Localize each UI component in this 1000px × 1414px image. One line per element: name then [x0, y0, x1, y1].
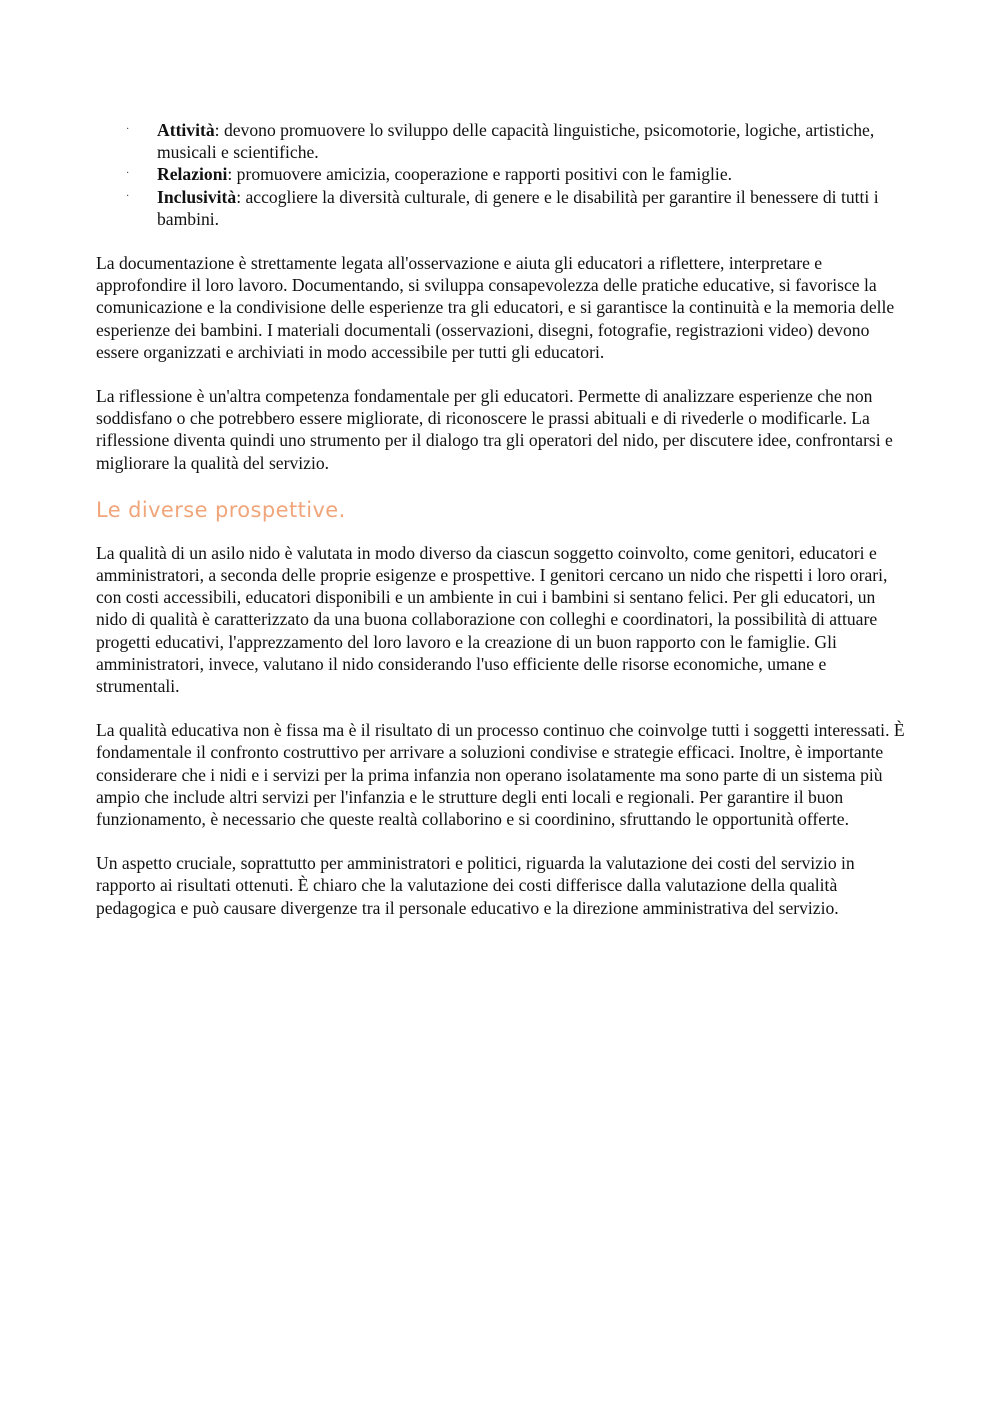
section-heading: Le diverse prospettive.	[96, 497, 346, 522]
list-item	[96, 119, 908, 163]
list-item	[96, 163, 908, 185]
list-item-text: : accogliere la diversità culturale, di genere e le disabilità per garantire il benessere di tutti i bambini.	[157, 186, 879, 229]
bullet-icon: ·	[126, 190, 130, 202]
bullet-icon: ·	[126, 124, 130, 135]
list-item-text: : promuovere amicizia, cooperazione e rapporti positivi con le famiglie.	[227, 164, 733, 185]
bullet-list	[96, 119, 908, 230]
bullet-icon: ·	[126, 168, 130, 180]
list-item	[96, 186, 908, 230]
paragraph-perspectives: La qualità di un asilo nido è valutata in modo diverso da ciascun soggetto coinvolto, come genitori, educatori e amministratori, a seconda delle proprie esigenze e prospettive. I genitori cercano un nido che rispetti i loro orari, con costi accessibili, educatori disponibili e un ambiente in cui i bambini si sentano felici. Per gli educatori, un nido di qualità è caratterizzato da una buona collaborazione con colleghi e coordinatori, la possibilità di attuare progetti educativi, l'apprezzamento del loro lavoro e la creazione di un buon rapporto con le famiglie. Gli amministratori, invece, valutano il nido considerando l'uso efficiente delle risorse economiche, umane e strumentali.	[96, 542, 888, 697]
list-item-term: Attività	[157, 120, 215, 140]
document-body	[96, 119, 908, 941]
list-item-text: : devono promuovere lo sviluppo delle capacità linguistiche, psicomotorie, logiche, artistiche, musicali e scientifiche.	[157, 120, 875, 163]
paragraph-documentation: La documentazione è strettamente legata all'osservazione e aiuta gli educatori a riflettere, interpretare e approfondire il loro lavoro. Documentando, si sviluppa consapevolezza delle pratiche educative, si favorisce la comunicazione e la condivisione delle esperienze tra gli educatori, e si garantisce la continuità e la memoria delle esperienze dei bambini. I materiali documentali (osservazioni, disegni, fotografie, registrazioni video) devono essere organizzati e archiviati in modo accessibile per tutti gli educatori.	[96, 253, 895, 362]
list-item-term: Inclusività	[157, 186, 237, 207]
paragraph-costs: Un aspetto cruciale, soprattutto per amministratori e politici, riguarda la valutazione dei costi del servizio in rapporto ai risultati ottenuti. È chiaro che la valutazione dei costi differisce dalla valutazione della qualità pedagogica e può causare divergenze tra il personale educativo e la direzione amministrativa del servizio.	[96, 853, 855, 918]
paragraph-educational-quality: La qualità educativa non è fissa ma è il risultato di un processo continuo che coinvolge tutti i soggetti interessati. È fondamentale il confronto costruttivo per arrivare a soluzioni condivise e strategie efficaci. Inoltre, è importante considerare che i nidi e i servizi per la prima infanzia non operano isolatamente ma sono parte di un sistema più ampio che include altri servizi per l'infanzia e le strutture degli enti locali e regionali. Per garantire il buon funzionamento, è necessario che queste realtà collaborino e si coordinino, sfruttando le opportunità offerte.	[96, 720, 905, 830]
paragraph-reflection: La riflessione è un'altra competenza fondamentale per gli educatori. Permette di analizzare esperienze che non soddisfano o che potrebbero essere migliorate, di riconoscere le prassi abituali e di rivederle o modificarle. La riflessione diventa quindi uno strumento per il dialogo tra gli operatori del nido, per discutere idee, confrontarsi e migliorare la qualità del servizio.	[96, 386, 893, 473]
list-item-term: Relazioni	[157, 164, 228, 185]
